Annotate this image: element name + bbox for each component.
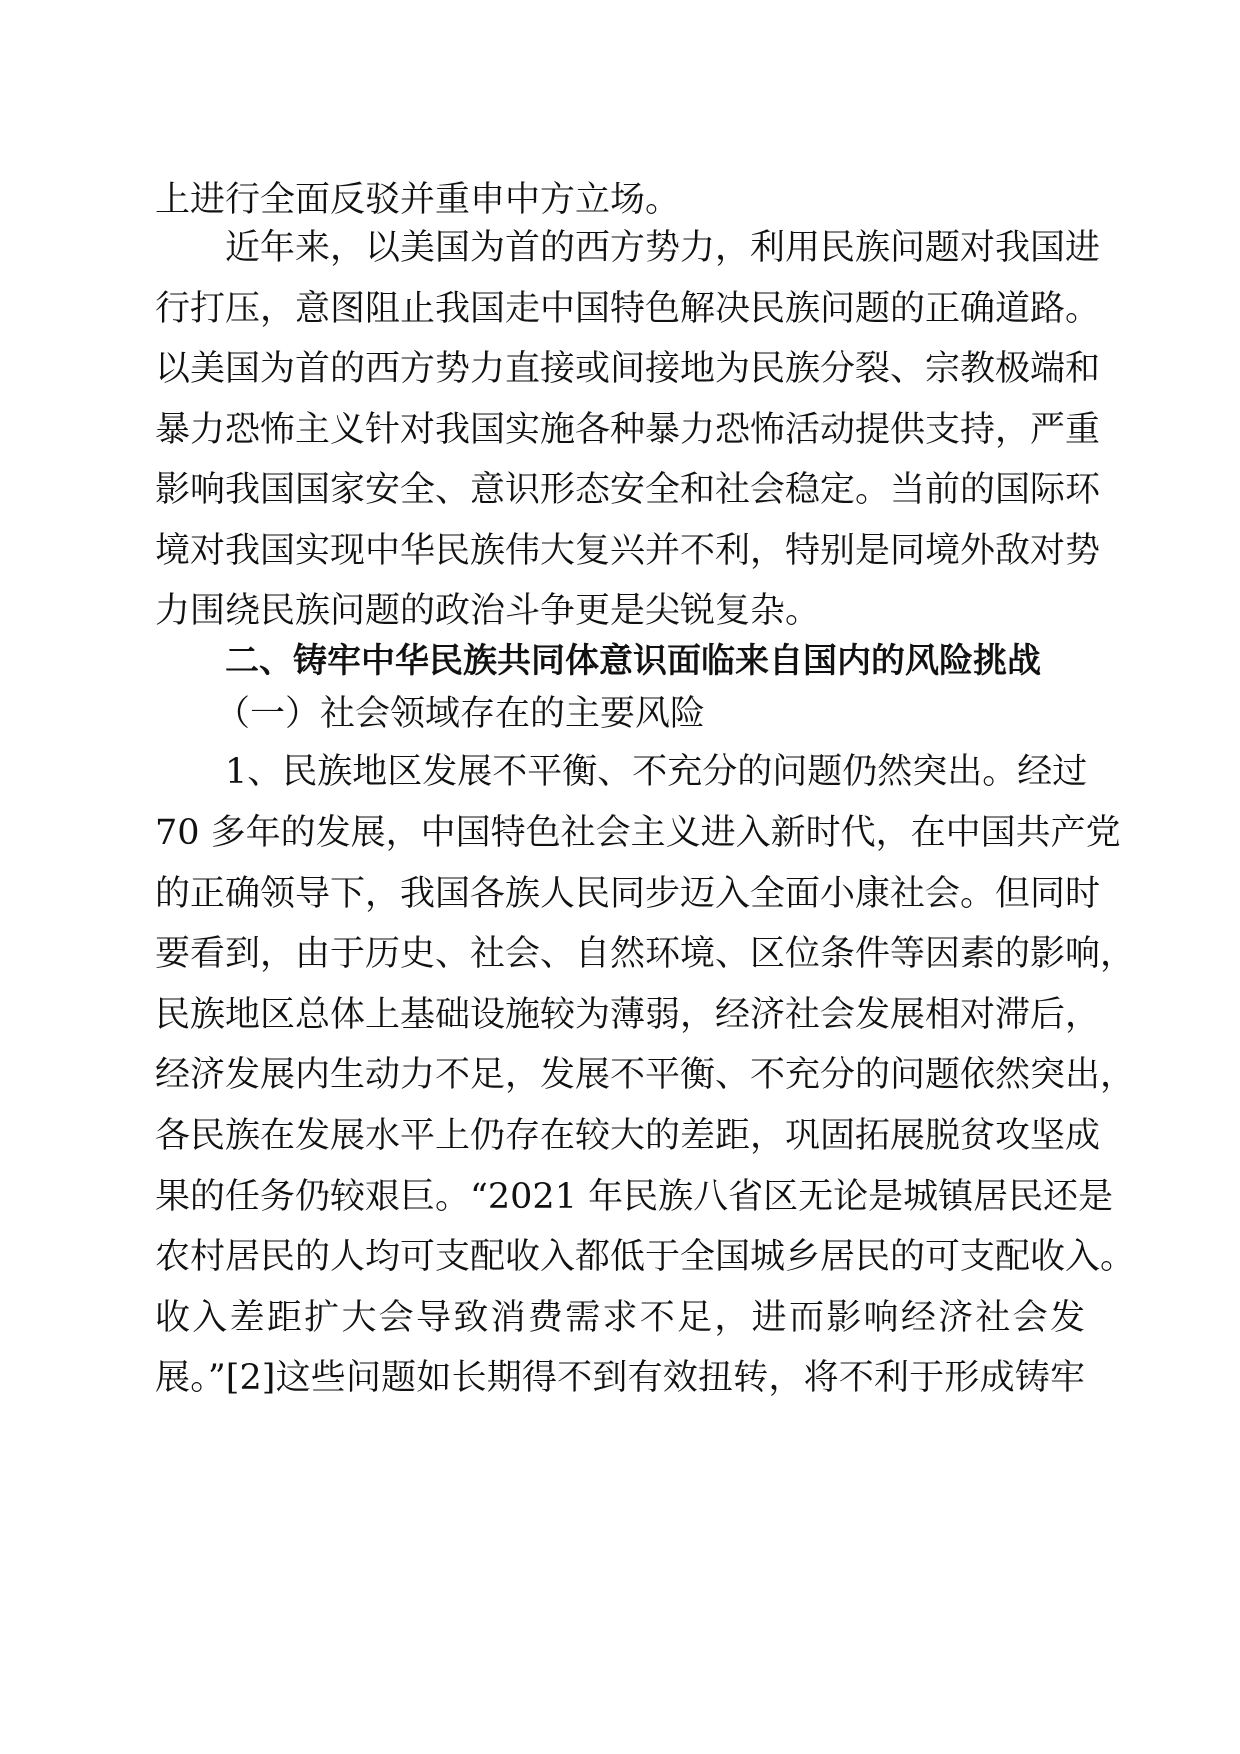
section-heading: 二、铸牢中华民族共同体意识面临来自国内的风险挑战 — [225, 641, 1041, 681]
body-text-line: 上进行全面反驳并重申中方立场。 — [155, 180, 681, 220]
body-text-line: 的正确领导下，我国各族人民同步迈入全面小康社会。但同时 — [155, 874, 1101, 914]
body-text-line: 70 多年的发展，中国特色社会主义进入新时代，在中国共产党 — [155, 813, 1121, 853]
body-text-line: 各民族在发展水平上仍存在较大的差距，巩固拓展脱贫攻坚成 — [155, 1116, 1101, 1156]
body-text-line: 果的任务仍较艰巨。“2021 年民族八省区无论是城镇居民还是 — [155, 1177, 1114, 1217]
body-text-line: 农村居民的人均可支配收入都低于全国城乡居民的可支配收入。 — [155, 1237, 1136, 1277]
paragraph-first-line: 1、民族地区发展不平衡、不充分的问题仍然突出。经过 — [225, 752, 1088, 792]
body-text-line: 以美国为首的西方势力直接或间接地为民族分裂、宗教极端和 — [155, 349, 1101, 389]
subsection-heading: （一）社会领域存在的主要风险 — [215, 694, 706, 734]
body-text-line: 展。”[2]这些问题如长期得不到有效扭转，将不利于形成铸牢 — [155, 1358, 1085, 1398]
body-text-line: 民族地区总体上基础设施较为薄弱，经济社会发展相对滞后， — [155, 995, 1101, 1035]
paragraph-first-line: 近年来，以美国为首的西方势力，利用民族问题对我国进 — [225, 228, 1101, 268]
body-text-line: 要看到，由于历史、社会、自然环境、区位条件等因素的影响， — [155, 934, 1136, 974]
body-text-line: 力围绕民族问题的政治斗争更是尖锐复杂。 — [155, 591, 821, 631]
body-text-line: 影响我国国家安全、意识形态安全和社会稳定。当前的国际环 — [155, 470, 1101, 510]
body-text-line: 经济发展内生动力不足，发展不平衡、不充分的问题依然突出， — [155, 1055, 1136, 1095]
body-text-line: 境对我国实现中华民族伟大复兴并不利，特别是同境外敌对势 — [155, 531, 1101, 571]
body-text-line: 暴力恐怖主义针对我国实施各种暴力恐怖活动提供支持，严重 — [155, 410, 1101, 450]
body-text-line: 行打压，意图阻止我国走中国特色解决民族问题的正确道路。 — [155, 289, 1101, 329]
body-text-line: 收入差距扩大会导致消费需求不足，进而影响经济社会发 — [155, 1298, 1085, 1338]
